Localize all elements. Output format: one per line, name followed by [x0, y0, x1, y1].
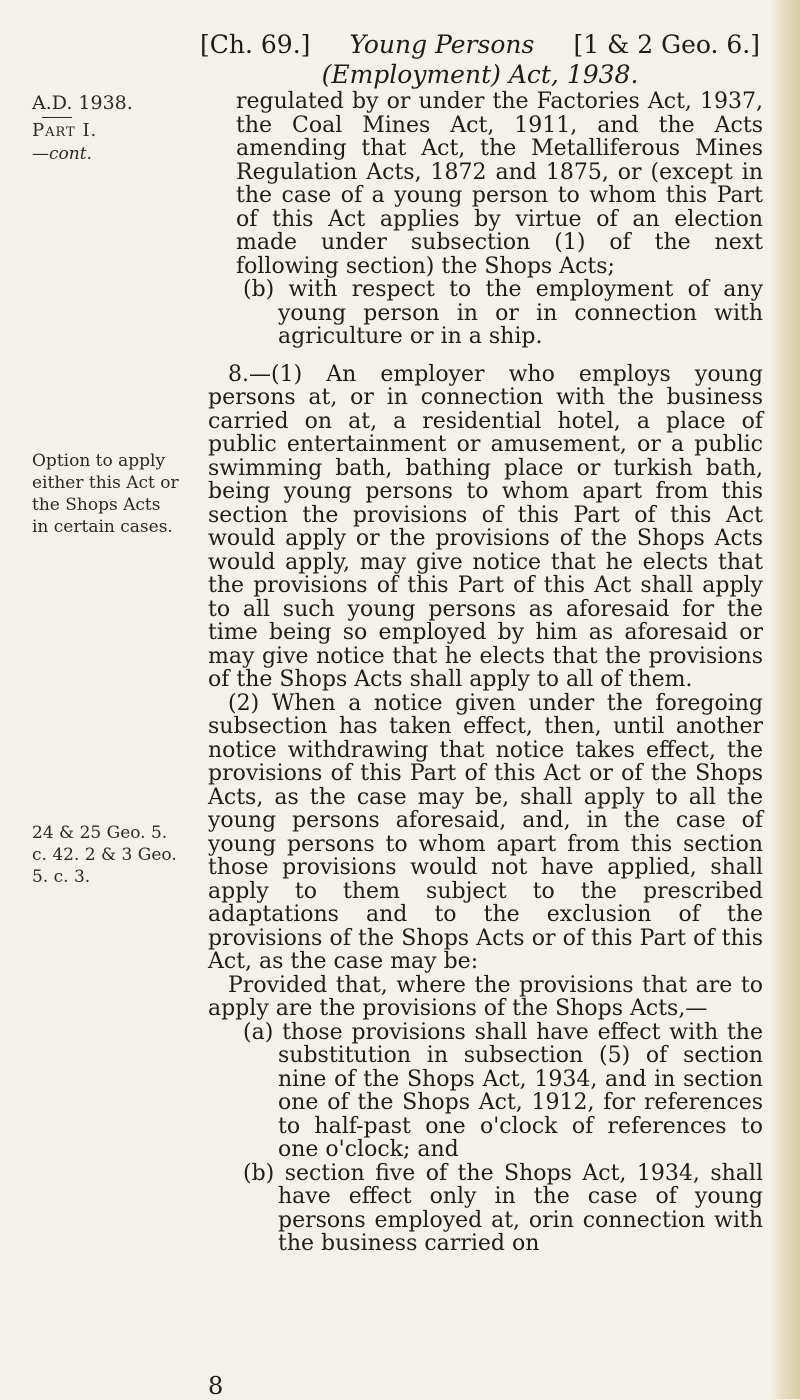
header-row [200, 30, 760, 60]
regnal-year: [1 & 2 Geo. 6.] [573, 30, 760, 59]
section-8-subsection-2: (2) When a notice given under the foregoing subsection has taken effect, then, until another notice withdrawing that notice takes effect, the provisions of this Part of this Act or of the Shops Acts, as the case may be, shall apply to all the young persons aforesaid, and, in the case of young persons to whom apart from this section those provisions would not have applied, shall apply to them subject to the prescribed adaptations and to the exclusion of the provisions of the Shops Acts or of this Part of this Act, as the case may be: [208, 690, 763, 974]
proviso-a: (a) those provisions shall have effect with the substitution in subsection (5) of section nine of the Shops Act, 1934, and in section one of the Shops Act, 1912, for references to half-past one o'clock of references to one o'clock; and [243, 1019, 763, 1162]
proviso: Provided that, where the provisions that are to apply are the provisions of the Shops Acts,— [208, 972, 763, 1021]
margin-part: Part I. [32, 120, 98, 141]
chapter-ref: [Ch. 69.] [200, 30, 311, 59]
running-header [200, 30, 760, 90]
margin-citations: 24 & 25 Geo. 5. c. 42. 2 & 3 Geo. 5. c. 3. [32, 823, 177, 887]
act-title-part1: Young Persons [349, 30, 535, 59]
page-number: 8 [208, 1372, 224, 1400]
body-text [208, 90, 763, 1256]
margin-note-option: Option to apply either this Act or the Shops Acts in certain cases. [32, 451, 179, 537]
paragraph-b-agriculture: (b) with respect to the employment of any young person in or in connection with agriculture or in a ship. [243, 277, 763, 349]
paragraph-regulated: regulated by or under the Factories Act, 1937, the Coal Mines Act, 1911, and the Acts amending that Act, the Metalliferous Mines Regulation Acts, 1872 and 1875, or (except in the case of a young person to whom this Part of this Act applies by virtue of an election made under subsection (1) of the next following section) the Shops Acts; [236, 89, 763, 279]
margin-cont: —cont. [32, 144, 92, 164]
section-8-subsection-1: 8.—(1) An employer who employs young persons at, or in connection with the business carried on at, a residential hotel, a place of public entertainment or amusement, or a public swimming bath, bathing place or turkish bath, being young persons to whom apart from this section the provisions of this Part of this Act would apply or the provisions of the Shops Acts would apply, may give notice that he elects that the provisions of this Part of this Act shall apply to all such young persons as aforesaid for the time being so employed by him as aforesaid or may give notice that he elects that the provisions of the Shops Acts shall apply to all of them. [208, 361, 763, 692]
binding-edge [770, 0, 800, 1399]
proviso-b: (b) section five of the Shops Act, 1934, shall have effect only in the case of young persons employed at, orin connection with the business carried on [243, 1160, 763, 1256]
margin-year: A.D. 1938. [32, 92, 133, 114]
margin-divider [42, 117, 72, 118]
act-title-part2: (Employment) Act, 1938. [321, 60, 639, 89]
